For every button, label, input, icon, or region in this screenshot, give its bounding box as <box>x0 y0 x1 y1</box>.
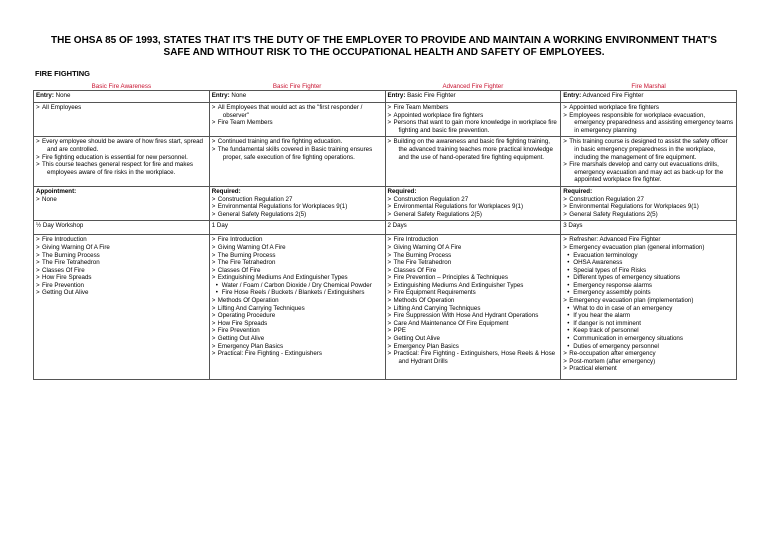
bullet-marker: • <box>567 304 570 312</box>
bullet-marker: • <box>215 281 218 289</box>
list-item: > None <box>36 195 57 203</box>
item-list <box>36 138 207 176</box>
list-item: > This course teaches general respect for fire and makes employees aware of fire risks in the workplace. <box>36 161 193 176</box>
topics-cell <box>34 235 210 380</box>
list-item: • Emergency assembly points <box>567 289 651 297</box>
audience-cell <box>561 103 737 137</box>
list-item: > Environmental Regulations for Workplaces 9(1) <box>387 203 524 211</box>
list-item: > Giving Warning Of A Fire <box>36 243 110 251</box>
arrow-marker: > <box>36 153 40 161</box>
list-item: > How Fire Spreads <box>211 319 268 327</box>
list-item: • Special types of Fire Risks <box>567 266 647 274</box>
arrow-marker: > <box>387 319 392 327</box>
entry-row <box>34 91 737 103</box>
item-list <box>388 138 559 161</box>
list-item: > Fire Prevention <box>211 327 260 335</box>
list-item: > Fire Equipment Requirements <box>387 289 476 297</box>
arrow-marker: > <box>563 350 567 358</box>
item-list <box>563 104 734 134</box>
description-cell <box>209 137 385 187</box>
list-item: > Getting Out Alive <box>211 335 265 343</box>
arrow-marker: > <box>211 104 216 111</box>
arrow-marker: > <box>563 111 567 119</box>
list-item: > Construction Regulation 27 <box>211 195 293 203</box>
list-item: > Lifting And Carrying Techniques <box>211 304 305 312</box>
item-list <box>36 236 207 297</box>
arrow-marker: > <box>563 297 567 305</box>
list-item: > The Fire Tetrahedron <box>387 259 452 267</box>
list-item: • Water / Foam / Carbon Dioxide / Dry Chemical Powder <box>215 281 372 289</box>
item-list <box>212 138 383 161</box>
arrow-marker: > <box>211 335 216 343</box>
list-item: > Extinguishing Mediums And Extinguisher Types <box>211 274 348 282</box>
list-item: > Fire Team Members <box>211 119 273 127</box>
list-item: > Re-occupation after emergency <box>563 350 656 358</box>
arrow-marker: > <box>36 289 40 297</box>
list-item: > Employees responsible for workplace evacuation, emergency preparedness and assisting emergency teams in emergency planning <box>563 111 734 134</box>
list-item: > Practical element <box>563 365 617 373</box>
list-item: > The fundamental skills covered in Basic training ensures proper, safe execution of fire fighting operations. <box>211 145 373 161</box>
description-cell <box>561 137 737 187</box>
list-item: > Environmental Regulations for Workplaces 9(1) <box>211 203 348 211</box>
list-item: > Continued training and fire fighting education. <box>211 138 343 146</box>
list-item: • Emergency response alarms <box>567 281 653 289</box>
list-item: > The Burning Process <box>211 251 276 259</box>
list-item: > Fire Introduction <box>36 236 87 244</box>
bullet-marker: • <box>567 289 570 297</box>
arrow-marker: > <box>387 104 392 111</box>
arrow-marker: > <box>211 119 216 127</box>
arrow-marker: > <box>563 161 567 169</box>
entry-value: Basic Fire Fighter <box>405 92 456 99</box>
arrow-marker: > <box>36 236 40 244</box>
entry-value: Advanced Fire Fighter <box>581 92 644 99</box>
arrow-marker: > <box>563 203 567 211</box>
arrow-marker: > <box>387 138 392 146</box>
arrow-marker: > <box>387 281 392 289</box>
duration-row <box>34 221 737 235</box>
arrow-marker: > <box>563 210 567 218</box>
list-item: > The Fire Tetrahedron <box>211 259 276 267</box>
arrow-marker: > <box>563 365 567 373</box>
list-item: > The Burning Process <box>36 251 100 259</box>
topics-cell <box>209 235 385 380</box>
arrow-marker: > <box>211 236 216 244</box>
arrow-marker: > <box>387 259 392 267</box>
bullet-marker: • <box>567 335 570 343</box>
entry-label: Entry: <box>563 92 582 99</box>
topics-cell <box>561 235 737 380</box>
list-item: > Persons that want to gain more knowledge in workplace fire fighting and basic fire prevention. <box>387 119 557 134</box>
requirements-label: Appointment: <box>36 187 77 195</box>
list-item: > General Safety Regulations 2(5) <box>211 210 307 218</box>
arrow-marker: > <box>36 259 40 267</box>
arrow-marker: > <box>36 161 40 169</box>
list-item: > Operating Procedure <box>211 312 276 320</box>
arrow-marker: > <box>36 251 40 259</box>
bullet-marker: • <box>567 266 570 274</box>
requirements-label: Required: <box>563 187 593 195</box>
training-courses-table <box>33 84 737 380</box>
list-item: > PPE <box>387 327 406 335</box>
list-item: • Evacuation terminology <box>567 251 638 259</box>
list-item: > Getting Out Alive <box>36 289 89 297</box>
list-item: • Keep track of personnel <box>567 327 639 335</box>
list-item: > Appointed workplace fire fighters <box>387 111 484 119</box>
topics-row <box>34 235 737 380</box>
audience-row <box>34 103 737 137</box>
list-item: > Fire marshals develop and carry out evacuations drills, emergency evacuation and may act as back-up for the appointed workplace fire fighter. <box>563 161 724 184</box>
requirements-label: Required: <box>211 187 241 195</box>
requirements-row <box>34 186 737 220</box>
document-title: THE OHSA 85 OF 1993, STATES THAT IT'S THE DUTY OF THE EMPLOYER TO PROVIDE AND MAINTAIN A WORKING ENVIRONMENT THAT'S SAFE AND WITHOUT RISK TO THE OCCUPATIONAL HEALTH AND SAFETY OF EMPLOYEES. <box>51 35 717 58</box>
list-item: > Extinguishing Mediums And Extinguisher Types <box>387 281 524 289</box>
arrow-marker: > <box>387 266 392 274</box>
list-item: > General Safety Regulations 2(5) <box>563 210 658 218</box>
entry-cell <box>209 91 385 103</box>
bullet-marker: • <box>567 342 570 350</box>
arrow-marker: > <box>211 297 216 305</box>
arrow-marker: > <box>563 357 567 365</box>
entry-cell <box>34 91 210 103</box>
item-list <box>212 196 383 219</box>
arrow-marker: > <box>387 251 392 259</box>
arrow-marker: > <box>211 195 216 203</box>
list-item: > Refresher: Advanced Fire Fighter <box>563 236 661 244</box>
item-list <box>212 104 383 127</box>
list-item: > Practical: Fire Fighting - Extinguishers, Hose Reels & Hose and Hydrant Drills <box>387 350 556 365</box>
arrow-marker: > <box>387 335 392 343</box>
course-name: Fire Marshal <box>631 83 666 90</box>
arrow-marker: > <box>387 350 392 358</box>
arrow-marker: > <box>36 104 40 111</box>
bullet-marker: • <box>567 312 570 320</box>
arrow-marker: > <box>211 312 216 320</box>
arrow-marker: > <box>387 289 392 297</box>
bullet-marker: • <box>567 281 570 289</box>
arrow-marker: > <box>211 350 216 358</box>
requirements-cell <box>34 186 210 220</box>
list-item: > Methods Of Operation <box>211 297 279 305</box>
entry-label: Entry: <box>211 92 230 99</box>
list-item: > Practical: Fire Fighting - Extinguishers <box>211 350 322 358</box>
section-heading: FIRE FIGHTING <box>35 69 90 78</box>
course-name: Basic Fire Awareness <box>91 83 152 90</box>
arrow-marker: > <box>387 210 392 218</box>
list-item: > Post-mortem (after emergency) <box>563 357 656 365</box>
entry-cell <box>561 91 737 103</box>
bullet-marker: • <box>567 259 570 267</box>
entry-label: Entry: <box>387 92 406 99</box>
list-item: > All Employees <box>36 104 82 111</box>
arrow-marker: > <box>387 327 392 335</box>
arrow-marker: > <box>387 203 392 211</box>
description-cell <box>34 137 210 187</box>
arrow-marker: > <box>211 327 216 335</box>
list-item: > Lifting And Carrying Techniques <box>387 304 481 312</box>
item-list <box>388 104 559 134</box>
arrow-marker: > <box>211 259 216 267</box>
list-item: > How Fire Spreads <box>36 274 92 282</box>
description-cell <box>385 137 561 187</box>
duration-cell: 3 Days <box>561 221 737 235</box>
arrow-marker: > <box>211 266 216 274</box>
item-list <box>563 196 734 219</box>
list-item: > This training course is designed to assist the safety officer in basic emergency preparedness in the workplace, including the management of fire equipment. <box>563 138 728 161</box>
list-item: > All Employees that would act as the "first responder / observer" <box>211 104 363 119</box>
arrow-marker: > <box>36 243 40 251</box>
item-list <box>36 104 207 112</box>
arrow-marker: > <box>387 236 392 244</box>
list-item: > Emergency evacuation plan (general information) <box>563 243 705 251</box>
list-item: > Classes Of Fire <box>36 266 85 274</box>
list-item: > Care And Maintenance Of Fire Equipment <box>387 319 509 327</box>
entry-value: None <box>229 92 247 99</box>
bullet-marker: • <box>567 319 570 327</box>
list-item: > Classes Of Fire <box>387 266 437 274</box>
list-item: > Every employee should be aware of how fires start, spread and are controlled. <box>36 138 203 153</box>
requirements-label: Required: <box>387 187 417 195</box>
arrow-marker: > <box>36 138 40 146</box>
topics-cell <box>385 235 561 380</box>
list-item: > The Fire Tetrahedron <box>36 259 100 267</box>
arrow-marker: > <box>387 195 392 203</box>
list-item: > Methods Of Operation <box>387 297 455 305</box>
entry-label: Entry: <box>36 92 54 99</box>
arrow-marker: > <box>563 138 567 146</box>
item-list <box>388 196 559 219</box>
item-list <box>563 236 734 373</box>
duration-cell: 1 Day <box>209 221 385 235</box>
audience-cell <box>34 103 210 137</box>
list-item: > Building on the awareness and basic fire fighting training, the advanced training teaches more practical knowledge and the use of hand-operated fire fighting equipment. <box>387 138 553 161</box>
duration-cell: ½ Day Workshop <box>34 221 210 235</box>
list-item: • If danger is not imminent <box>567 319 642 327</box>
list-item: • OHSA Awareness <box>567 259 623 267</box>
list-item: > Environmental Regulations for Workplaces 9(1) <box>563 203 699 211</box>
course-name: Basic Fire Fighter <box>272 83 322 90</box>
list-item: > Getting Out Alive <box>387 335 440 343</box>
list-item: > Fire Suppression With Hose And Hydrant Operations <box>387 312 539 320</box>
duration-cell: 2 Days <box>385 221 561 235</box>
list-item: > Fire Introduction <box>211 236 263 244</box>
list-item: • Different types of emergency situations <box>567 274 681 282</box>
list-item: > Fire Prevention <box>36 281 84 289</box>
arrow-marker: > <box>36 274 40 282</box>
arrow-marker: > <box>387 111 392 119</box>
arrow-marker: > <box>563 243 567 251</box>
item-list <box>563 138 734 184</box>
arrow-marker: > <box>36 195 40 203</box>
arrow-marker: > <box>387 119 392 127</box>
item-list <box>212 236 383 358</box>
entry-value: None <box>53 92 71 99</box>
arrow-marker: > <box>563 104 567 111</box>
arrow-marker: > <box>211 304 216 312</box>
arrow-marker: > <box>36 281 40 289</box>
list-item: > Construction Regulation 27 <box>563 195 644 203</box>
bullet-marker: • <box>567 274 570 282</box>
item-list <box>388 236 559 365</box>
list-item: > General Safety Regulations 2(5) <box>387 210 482 218</box>
audience-cell <box>385 103 561 137</box>
arrow-marker: > <box>211 251 216 259</box>
list-item: • If you hear the alarm <box>567 312 630 320</box>
list-item: > Giving Warning Of A Fire <box>387 243 462 251</box>
list-item: > Emergency Plan Basics <box>387 342 459 350</box>
arrow-marker: > <box>211 210 216 218</box>
bullet-marker: • <box>567 251 570 259</box>
bullet-marker: • <box>215 289 218 297</box>
arrow-marker: > <box>211 243 216 251</box>
arrow-marker: > <box>387 312 392 320</box>
list-item: > Fire fighting education is essential for new personnel. <box>36 153 188 161</box>
audience-cell <box>209 103 385 137</box>
arrow-marker: > <box>563 195 567 203</box>
list-item: > Emergency evacuation plan (implementation) <box>563 297 694 305</box>
requirements-cell <box>385 186 561 220</box>
arrow-marker: > <box>387 274 392 282</box>
description-row <box>34 137 737 187</box>
list-item: • What to do in case of an emergency <box>567 304 673 312</box>
list-item: > Construction Regulation 27 <box>387 195 469 203</box>
list-item: > Giving Warning Of A Fire <box>211 243 286 251</box>
list-item: > Fire Introduction <box>387 236 439 244</box>
arrow-marker: > <box>211 145 216 153</box>
requirements-cell <box>209 186 385 220</box>
list-item: > Fire Prevention – Principles & Techniques <box>387 274 508 282</box>
list-item: > Classes Of Fire <box>211 266 261 274</box>
item-list <box>36 196 207 204</box>
list-item: • Communication in emergency situations <box>567 335 683 343</box>
list-item: • Duties of emergency personnel <box>567 342 659 350</box>
arrow-marker: > <box>563 236 567 244</box>
entry-cell <box>385 91 561 103</box>
arrow-marker: > <box>211 342 216 350</box>
list-item: > The Burning Process <box>387 251 452 259</box>
list-item: > Appointed workplace fire fighters <box>563 104 660 111</box>
course-name: Advanced Fire Fighter <box>442 83 504 90</box>
list-item: • Fire Hose Reels / Buckets / Blankets / Extinguishers <box>215 289 365 297</box>
arrow-marker: > <box>387 297 392 305</box>
arrow-marker: > <box>211 203 216 211</box>
arrow-marker: > <box>211 138 216 146</box>
bullet-marker: • <box>567 327 570 335</box>
requirements-cell <box>561 186 737 220</box>
arrow-marker: > <box>211 319 216 327</box>
arrow-marker: > <box>211 274 216 282</box>
list-item: > Emergency Plan Basics <box>211 342 284 350</box>
arrow-marker: > <box>36 266 40 274</box>
arrow-marker: > <box>387 342 392 350</box>
arrow-marker: > <box>387 304 392 312</box>
list-item: > Fire Team Members <box>387 104 449 111</box>
arrow-marker: > <box>387 243 392 251</box>
